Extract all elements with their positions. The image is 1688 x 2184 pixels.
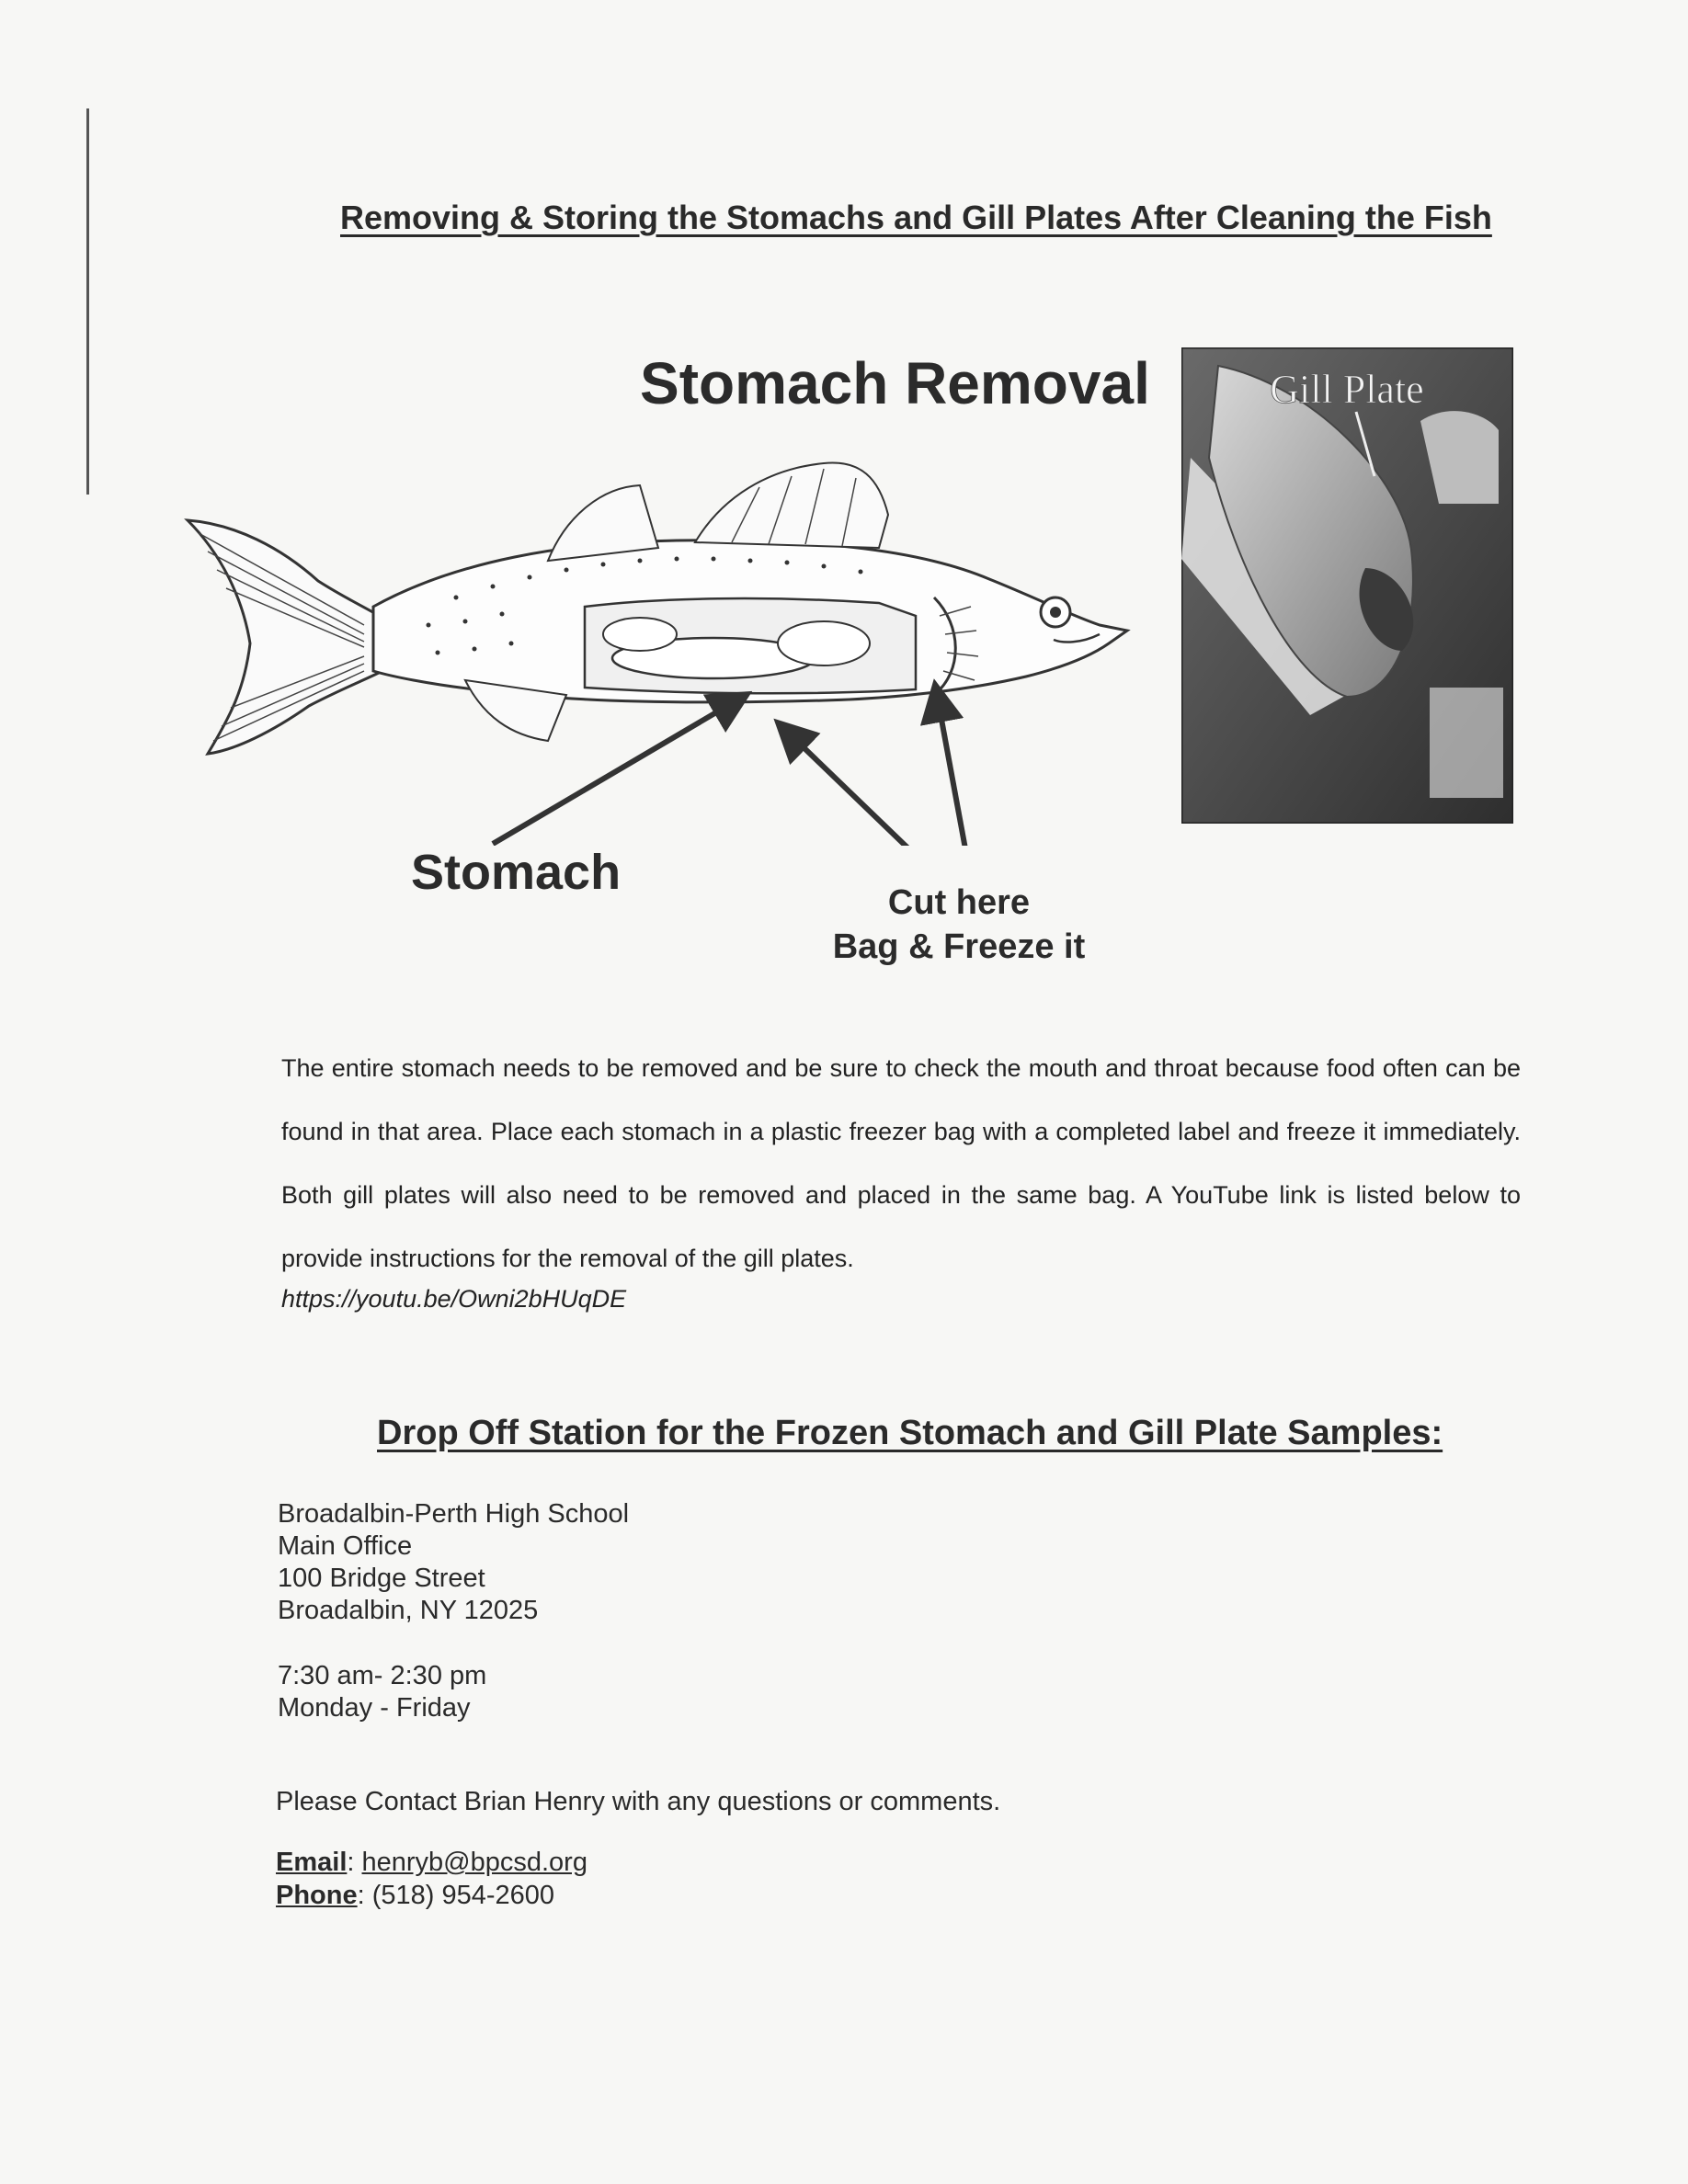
drop-off-heading: Drop Off Station for the Frozen Stomach and Gill Plate Samples: [377,1414,1443,1452]
gill-plate-photo [1181,347,1513,824]
cut-here-line: Cut here [887,883,1031,922]
contact-text: Please Contact Brian Henry with any questions or comments. [276,1787,1001,1816]
email-label: Email [276,1848,348,1877]
fish-diagram [180,460,1158,846]
youtube-link[interactable]: https://youtu.be/Owni2bHUqDE [281,1285,627,1313]
address-line: Main Office [278,1531,413,1561]
page-title: Removing & Storing the Stomachs and Gill Plates After Cleaning the Fish [340,199,1492,236]
phone-number: (518) 954-2600 [371,1881,555,1910]
address-line: 100 Bridge Street [278,1564,485,1593]
gill-plate-label: Gill Plate [1270,367,1424,412]
days-line: Monday - Friday [278,1693,471,1723]
phone-label: Phone [276,1881,358,1910]
cut-arrow-1 [781,726,936,846]
dorsal-fin-spiny [695,462,888,548]
cut-here-label [826,881,1092,969]
bag-freeze-line: Bag & Freeze it [832,927,1086,966]
hours-line: 7:30 am- 2:30 pm [278,1661,487,1690]
instructions-paragraph: The entire stomach needs to be removed and be sure to check the mouth and throat because food often can be found in that area. Place each stomach in a plastic freezer bag with a completed label and freeze it immediately. Both gill plates will also need to be removed and placed in the same bag. A YouTube link is listed below to provide instructions for the removal of the gill plates. [281,1054,1521,1272]
address-line: Broadalbin, NY 12025 [278,1596,539,1625]
page-edge-line [86,108,89,495]
cut-arrow-2 [936,689,971,846]
email-line: Email: henryb@bpcsd.org [276,1848,587,1877]
email-link[interactable]: henryb@bpcsd.org [361,1848,587,1877]
address-block [278,1498,629,1627]
dorsal-fin [548,485,658,561]
phone-line: Phone: (518) 954-2600 [276,1881,555,1910]
diagram-title: Stomach Removal [640,350,1150,416]
address-line: Broadalbin-Perth High School [278,1499,630,1529]
stomach-label: Stomach [411,845,622,900]
hours-block [278,1660,486,1724]
